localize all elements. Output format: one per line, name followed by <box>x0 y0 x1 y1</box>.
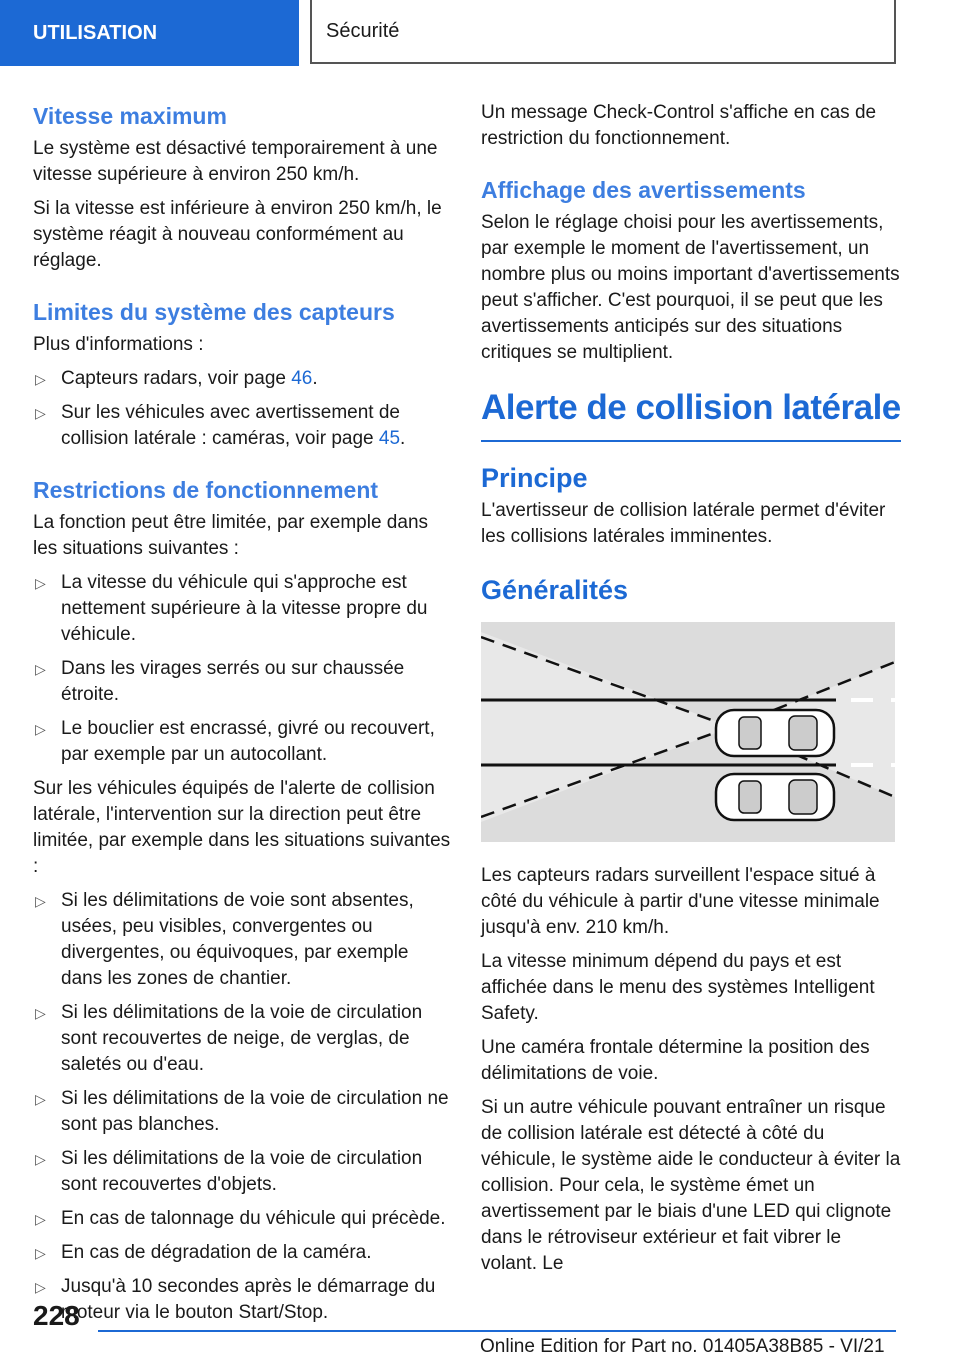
list-item: ▷ La vitesse du véhicule qui s'approche est nettement supérieure à la vitesse propre du véhicule. <box>35 572 428 645</box>
list-item: ▷ Sur les véhicules avec avertissement de collision latérale : caméras, voir page 45. <box>35 402 406 449</box>
page-number: 228 <box>33 1300 80 1331</box>
triangle-right-icon: ▷ <box>35 661 46 677</box>
right-column <box>481 100 901 1285</box>
generalites-paragraph-3: Une caméra frontale détermine la position des délimitations de voie. <box>481 1037 870 1084</box>
triangle-right-icon: ▷ <box>35 1151 46 1167</box>
check-control-paragraph: Un message Check-Control s'affiche en cas de restriction du fonctionnement. <box>481 102 877 149</box>
footer-divider <box>98 1330 896 1332</box>
list-item: ▷ Si les délimitations de la voie de circulation sont recouvertes de neige, de verglas, de saletés ou d'eau. <box>35 1002 423 1075</box>
triangle-right-icon: ▷ <box>35 405 46 421</box>
restrictions-list-1 <box>33 570 453 768</box>
section-title: Sécurité <box>326 19 400 42</box>
triangle-right-icon: ▷ <box>35 1245 46 1261</box>
limites-list <box>33 366 453 452</box>
triangle-right-icon: ▷ <box>35 371 46 387</box>
triangle-right-icon: ▷ <box>35 1211 46 1227</box>
triangle-right-icon: ▷ <box>35 1279 46 1295</box>
heading-restrictions: Restrictions de fonctionnement <box>33 477 379 503</box>
triangle-right-icon: ▷ <box>35 575 46 591</box>
vitesse-paragraph-2: Si la vitesse est inférieure à environ 250 km/h, le système réagit à nouveau conformément au réglage. <box>33 198 442 271</box>
list-item: ▷ Dans les virages serrés ou sur chaussée étroite. <box>35 658 405 705</box>
restrictions-list-2 <box>33 888 453 1326</box>
limites-intro: Plus d'informations : <box>33 334 204 355</box>
page-header <box>0 0 960 66</box>
triangle-right-icon: ▷ <box>35 1005 46 1021</box>
restrictions-intro: La fonction peut être limitée, par exemple dans les situations suivantes : <box>33 512 429 559</box>
heading-affichage-avertissements: Affichage des avertissements <box>481 177 806 203</box>
car-top-icon <box>716 774 834 820</box>
list-item: ▷ En cas de dégradation de la caméra. <box>33 1240 453 1266</box>
edition-note: Online Edition for Part no. 01405A38B85 - VI/21 <box>480 1336 885 1357</box>
triangle-right-icon: ▷ <box>35 893 46 909</box>
triangle-right-icon: ▷ <box>35 1091 46 1107</box>
chapter-title: Alerte de collision latérale <box>481 386 901 442</box>
principe-paragraph: L'avertisseur de collision latérale permet d'éviter les collisions latérales imminentes. <box>481 500 886 547</box>
heading-limites-capteurs: Limites du système des capteurs <box>33 299 395 325</box>
vitesse-paragraph-1: Le système est désactivé temporairement à une vitesse supérieure à environ 250 km/h. <box>33 138 438 185</box>
collision-warning-illustration <box>481 622 895 842</box>
list-item: ▷ Le bouclier est encrassé, givré ou recouvert, par exemple par un autocollant. <box>35 718 435 765</box>
affichage-paragraph: Selon le réglage choisi pour les avertissements, par exemple le moment de l'avertissement, un nombre plus ou moins important d'avertissements peut s'afficher. C'est pourquoi, il se peut que les avertissements anticipés sur des situations critiques se multiplient. <box>481 212 900 363</box>
list-item: ▷ Capteurs radars, voir page 46. <box>33 366 453 392</box>
restrictions-paragraph-2: Sur les véhicules équipés de l'alerte de collision latérale, l'intervention sur la direction peut être limitée, par exemple dans les situations suivantes : <box>33 778 451 877</box>
list-item: ▷ Jusqu'à 10 secondes après le démarrage du moteur via le bouton Start/Stop. <box>35 1276 436 1323</box>
page-link-45[interactable]: 45 <box>378 428 401 449</box>
triangle-right-icon: ▷ <box>35 721 46 737</box>
chapter-tab-label: UTILISATION <box>33 21 158 44</box>
heading-principe: Principe <box>481 463 588 493</box>
list-item: ▷ Si les délimitations de la voie de circulation ne sont pas blanches. <box>35 1088 449 1135</box>
list-item: ▷ Si les délimitations de voie sont absentes, usées, peu visibles, convergentes ou divergentes, ou équivoques, par exemple dans les zones de chantier. <box>35 890 414 989</box>
left-column <box>33 100 453 1334</box>
list-item: ▷ Si les délimitations de la voie de circulation sont recouvertes d'objets. <box>35 1148 423 1195</box>
car-top-icon <box>716 710 834 756</box>
generalites-paragraph-2: La vitesse minimum dépend du pays et est affichée dans le menu des systèmes Intelligent Safety. <box>481 951 875 1024</box>
heading-vitesse-maximum: Vitesse maximum <box>33 103 227 129</box>
section-title-box <box>310 0 896 64</box>
heading-generalites: Généralités <box>481 575 629 605</box>
page-link-46[interactable]: 46 <box>291 368 313 389</box>
generalites-paragraph-1: Les capteurs radars surveillent l'espace situé à côté du véhicule à partir d'une vitesse minimale jusqu'à env. 210 km/h. <box>481 865 880 938</box>
list-item: ▷ En cas de talonnage du véhicule qui précède. <box>33 1206 453 1232</box>
generalites-paragraph-4: Si un autre véhicule pouvant entraîner un risque de collision latérale est détecté à côté du véhicule, le système aide le conducteur à éviter la collision. Pour cela, le système émet un avertissement par le biais d'une LED qui clignote dans le rétroviseur extérieur et fait vibrer le volant. Le <box>481 1097 901 1274</box>
chapter-tab[interactable] <box>0 0 299 66</box>
